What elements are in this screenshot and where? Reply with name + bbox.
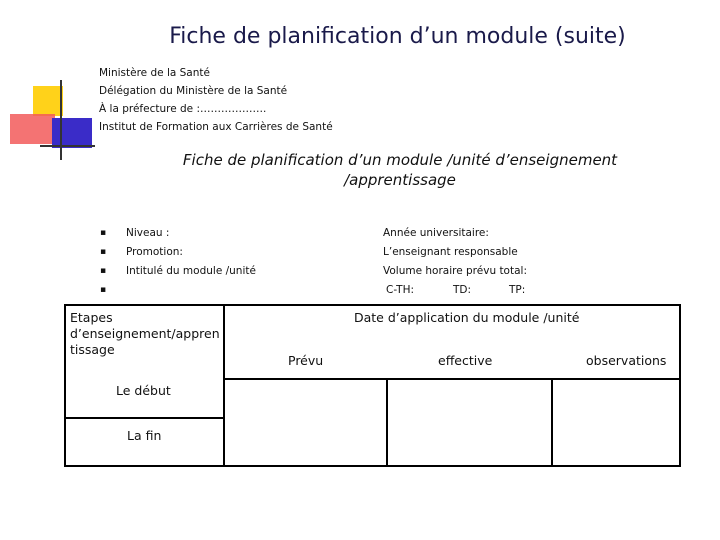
row-fin: La fin bbox=[127, 428, 162, 443]
subtitle-line-2: /apprentissage bbox=[344, 171, 456, 189]
list-item-empty bbox=[100, 281, 256, 300]
bullet-icon: ▪ bbox=[100, 266, 107, 276]
header-stages-line: tissage bbox=[70, 342, 115, 357]
institution-header bbox=[99, 64, 333, 136]
left-info-list bbox=[100, 224, 256, 300]
decor-horizontal-line bbox=[40, 145, 95, 147]
right-info-block bbox=[383, 224, 527, 300]
table-divider bbox=[223, 378, 679, 380]
bullet-icon: ▪ bbox=[100, 228, 107, 238]
table-divider bbox=[66, 417, 223, 419]
label-intitule: Intitulé du module /unité bbox=[126, 265, 256, 277]
list-item-intitule bbox=[100, 262, 256, 281]
decor-blue-square bbox=[52, 118, 92, 148]
decor-red-square bbox=[10, 114, 55, 144]
list-item-promotion bbox=[100, 243, 256, 262]
label-volume: Volume horaire prévu total: bbox=[383, 265, 527, 277]
header-stages-line: Etapes bbox=[70, 310, 113, 325]
header-prefecture: À la préfecture de :………………. bbox=[99, 103, 267, 115]
form-subtitle bbox=[160, 150, 640, 190]
header-institute: Institut de Formation aux Carrières de Santé bbox=[99, 121, 333, 133]
table-divider bbox=[386, 380, 388, 465]
label-td: TD: bbox=[453, 284, 472, 296]
header-stages bbox=[70, 310, 222, 358]
label-annee: Année universitaire: bbox=[383, 227, 489, 239]
label-tp: TP: bbox=[509, 284, 526, 296]
table-divider bbox=[223, 306, 225, 465]
row-debut: Le début bbox=[116, 383, 171, 398]
header-date-application: Date d’application du module /unité bbox=[354, 310, 580, 325]
planning-table bbox=[64, 304, 681, 467]
hours-row bbox=[383, 281, 527, 300]
header-delegation: Délégation du Ministère de la Santé bbox=[99, 85, 288, 97]
decor-yellow-square bbox=[33, 86, 63, 116]
label-enseignant: L’enseignant responsable bbox=[383, 246, 518, 258]
bullet-icon: ▪ bbox=[100, 285, 107, 295]
col-prevu: Prévu bbox=[288, 353, 324, 368]
label-ct: C-TH: bbox=[386, 284, 415, 296]
header-stages-line: d’enseignement/appren bbox=[70, 326, 220, 341]
subtitle-line-1: Fiche de planification d’un module /unité d’enseignement bbox=[182, 151, 618, 169]
decor-vertical-line bbox=[60, 80, 62, 160]
bullet-icon: ▪ bbox=[100, 247, 107, 257]
table-divider bbox=[551, 380, 553, 465]
list-item-niveau bbox=[100, 224, 256, 243]
header-ministry: Ministère de la Santé bbox=[99, 67, 210, 79]
label-promotion: Promotion: bbox=[126, 246, 183, 258]
col-effective: effective bbox=[438, 353, 493, 368]
label-niveau: Niveau : bbox=[126, 227, 170, 239]
slide-title: Fiche de planification d’un module (suite) bbox=[169, 24, 626, 49]
col-observations: observations bbox=[586, 353, 667, 368]
